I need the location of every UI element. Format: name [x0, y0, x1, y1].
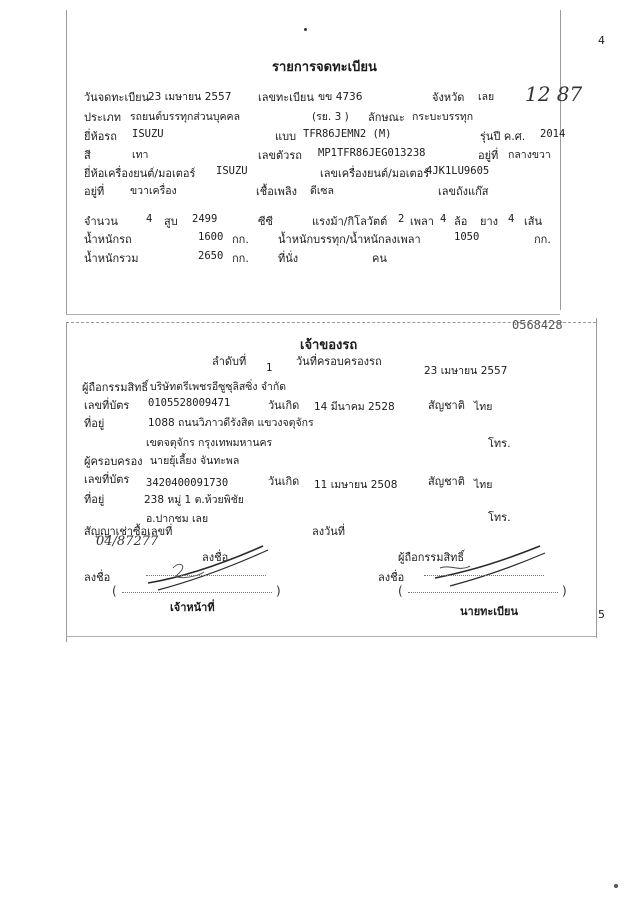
- fuel-label: เชื้อเพลิง: [256, 185, 297, 198]
- tire-value: 4: [508, 213, 515, 225]
- id-value: 0105528009471: [148, 397, 231, 409]
- holder-value: นายยุ้เลี้ยง จันทะพล: [150, 455, 240, 467]
- total-label: น้ำหนักรวม: [84, 252, 139, 265]
- reg-date-value: 23 เมษายน 2557: [148, 91, 232, 103]
- engine-brand-value: ISUZU: [216, 165, 248, 177]
- fuel-value: ดีเซล: [310, 185, 334, 197]
- model-label: แบบ: [275, 130, 297, 143]
- order-value: 1: [266, 362, 273, 374]
- cc-value: 2499: [192, 213, 218, 225]
- owner-sign-label: ผู้ถือกรรมสิทธิ์: [398, 551, 465, 564]
- color-label: สี: [84, 149, 91, 162]
- axle-value: 2: [398, 213, 405, 225]
- holder-label: ผู้ครอบครอง: [84, 455, 143, 468]
- engine-no-label: เลขเครื่องยนต์/มอเตอร์: [320, 167, 430, 180]
- nationality-value: ไทย: [474, 401, 493, 413]
- id-label: เลขที่บัตร: [84, 399, 130, 412]
- location-value: กลางขวา: [508, 149, 551, 161]
- registrar-paren-open: (: [398, 584, 403, 598]
- holder-birth-value: 11 เมษายน 2508: [314, 479, 398, 491]
- officer-label: เจ้าหน้าที่: [170, 601, 215, 614]
- holder-nat-label: สัญชาติ: [428, 475, 465, 488]
- officer-paren-line: [122, 592, 272, 593]
- holder-id-label: เลขที่บัตร: [84, 473, 130, 486]
- type-label: ประเภท: [84, 111, 122, 124]
- total-value: 2650: [198, 250, 224, 262]
- reg-date-label: วันจดทะเบียน: [84, 91, 150, 104]
- registrar-label: นายทะเบียน: [460, 605, 519, 618]
- character-label: ลักษณะ: [368, 111, 405, 124]
- address-line2: เขตจตุจักร กรุงเทพมหานคร: [146, 437, 273, 449]
- left-border-top: [66, 10, 67, 315]
- brand-value: ISUZU: [132, 128, 164, 140]
- officer-signature: [118, 538, 278, 598]
- order-label: ลำดับที่: [212, 355, 247, 368]
- holder-birth-label: วันเกิด: [268, 475, 300, 488]
- chassis-label: เลขตัวรถ: [258, 149, 302, 162]
- cylinder-label: สูบ: [164, 215, 178, 228]
- scan-speck: [614, 884, 618, 888]
- type-value: รถยนต์บรรทุกส่วนบุคคล: [130, 111, 240, 123]
- location-label: อยู่ที่: [478, 149, 499, 162]
- color-value: เทา: [132, 149, 149, 161]
- model-year-label: รุ่นปี ค.ศ.: [480, 130, 526, 143]
- model-year-value: 2014: [540, 128, 566, 140]
- possession-label: วันที่ครอบครองรถ: [296, 355, 382, 368]
- registrar-paren-line: [408, 592, 558, 593]
- birth-label: วันเกิด: [268, 399, 300, 412]
- possession-value: 23 เมษายน 2557: [424, 365, 508, 377]
- ry-value: (รย. 3 ): [312, 111, 349, 123]
- holder-address-line1: 238 หมู่ 1 ต.ห้วยพิชัย: [144, 494, 244, 506]
- load-value: 1050: [454, 231, 480, 243]
- cc-label: ซีซี: [258, 215, 273, 228]
- right-border-bottom: [596, 318, 597, 638]
- owner-title: เจ้าของรถ: [300, 338, 358, 353]
- model-value: TFR86JEMN2 (M): [303, 128, 392, 140]
- kg-unit-1: กก.: [232, 233, 249, 246]
- load-label: น้ำหนักบรรทุก/น้ำหนักลงเพลา: [278, 233, 421, 246]
- count-label: จำนวน: [84, 215, 118, 228]
- birth-value: 14 มีนาคม 2528: [314, 401, 395, 413]
- handwritten-note: 12 87: [525, 82, 583, 106]
- officer-paren-open: (: [112, 584, 117, 598]
- province-label: จังหวัด: [432, 91, 465, 104]
- phone-label: โทร.: [488, 437, 511, 450]
- address-line1: 1088 ถนนวิภาวดีรังสิต แขวงจตุจักร: [148, 417, 314, 429]
- owner-label: ผู้ถือกรรมสิทธิ์: [82, 381, 149, 394]
- registrar-name-line: [424, 575, 544, 576]
- engine-no-value: 4JK1LU9605: [426, 165, 490, 177]
- reg-no-value: ขข 4736: [318, 91, 363, 103]
- kg-unit-3: กก.: [232, 252, 249, 265]
- sign-label-left: ลงชื่อ: [202, 551, 229, 564]
- address-label: ที่อยู่: [84, 417, 105, 430]
- hp-label: แรงม้า/กิโลวัตต์: [312, 215, 388, 228]
- owner-value: บริษัทตรีเพชรอีซูซุลิสซิ่ง จำกัด: [150, 381, 287, 393]
- holder-address-line2: อ.ปากชม เลย: [146, 513, 209, 525]
- page-number-bottom: 5: [598, 608, 605, 621]
- seat-label: ที่นั่ง: [278, 252, 299, 265]
- contract-date-label: ลงวันที่: [312, 525, 346, 538]
- officer-name-line: [146, 575, 266, 576]
- registrar-signature: [430, 538, 560, 598]
- brand-label: ยี่ห้อรถ: [84, 130, 117, 143]
- registrar-paren-close: ): [562, 584, 567, 598]
- holder-nat-value: ไทย: [474, 479, 493, 491]
- tire-unit: เส้น: [524, 215, 542, 228]
- weight-value: 1600: [198, 231, 224, 243]
- character-value: กระบะบรรทุก: [412, 111, 474, 123]
- right-border-top: [560, 10, 561, 310]
- engine-loc-value: ขวาเครื่อง: [130, 185, 177, 197]
- page-number-top: 4: [598, 34, 605, 47]
- weight-label: น้ำหนักรถ: [84, 233, 132, 246]
- sign-label-right: ลงชื่อ: [378, 571, 405, 584]
- count-value: 4: [146, 213, 153, 225]
- holder-address-label: ที่อยู่: [84, 493, 105, 506]
- holder-id-value: 3420400091730: [146, 477, 229, 489]
- wheel-label: ล้อ: [454, 215, 468, 228]
- officer-paren-close: ): [276, 584, 281, 598]
- nationality-label: สัญชาติ: [428, 399, 465, 412]
- bottom-section-bottom-edge: [66, 636, 596, 637]
- sign-label-bottom-left: ลงชื่อ: [84, 571, 111, 584]
- stamp-number: 0568428: [512, 318, 563, 332]
- gas-tank-label: เลขถังแก๊ส: [438, 185, 489, 198]
- seat-unit: คน: [372, 252, 387, 265]
- tire-label: ยาง: [480, 215, 498, 228]
- contract-value: 04/87277: [96, 534, 159, 549]
- kg-unit-2: กก.: [534, 233, 551, 246]
- top-section-bottom-edge: [66, 314, 560, 315]
- engine-loc-label: อยู่ที่: [84, 185, 105, 198]
- axle-label: เพลา: [410, 215, 434, 228]
- registration-title: รายการจดทะเบียน: [272, 60, 377, 75]
- wheel-value: 4: [440, 213, 447, 225]
- chassis-value: MP1TFR86JEG013238: [318, 147, 426, 159]
- reg-no-label: เลขทะเบียน: [258, 91, 314, 104]
- province-value: เลย: [478, 91, 495, 103]
- engine-brand-label: ยี่ห้อเครื่องยนต์/มอเตอร์: [84, 167, 196, 180]
- contract-label: สัญญาเช่าซื้อเลขที่: [84, 525, 173, 538]
- holder-phone-label: โทร.: [488, 511, 511, 524]
- scan-speck: [304, 28, 307, 31]
- left-border-bottom: [66, 322, 67, 642]
